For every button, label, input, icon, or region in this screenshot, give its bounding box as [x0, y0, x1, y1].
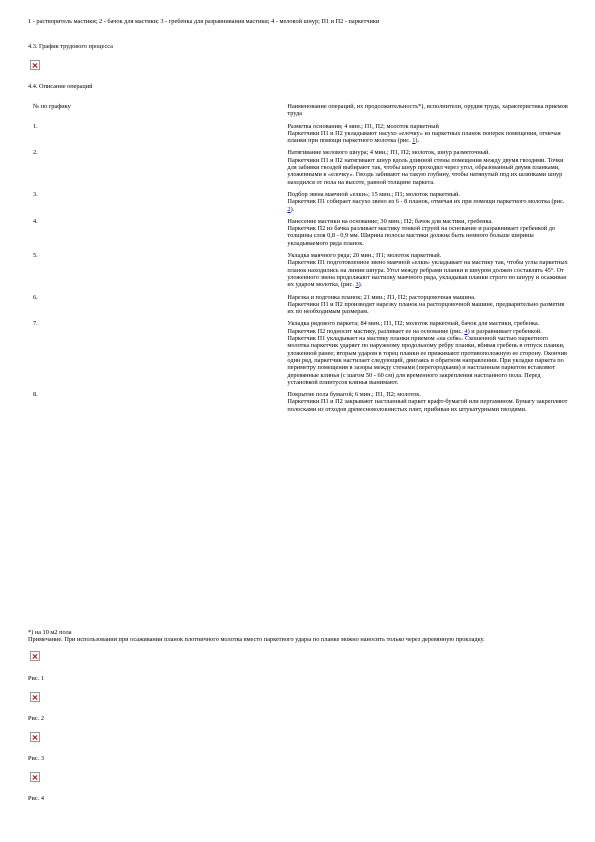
row-number: 4.: [33, 217, 38, 225]
section-heading-operations: 4.4. Описание операций: [28, 83, 93, 90]
operation-text-mid: ) и разравнивает гребенкой.: [467, 327, 542, 335]
operation-text-end: ).: [290, 205, 295, 213]
figure-caption-1: Рис. 1: [28, 675, 44, 682]
footnote: *) на 10 м2 пола: [28, 629, 72, 636]
row-number: 2.: [33, 149, 38, 157]
operation-text: Паркетчики П1 и П2 укладывают насухо «елочку» из паркетных планок поперек помещения, отмечая планки при помощи паркетного молотка (рис.: [287, 129, 561, 145]
table-row: [28, 294, 568, 321]
figure-link-4[interactable]: 4: [464, 327, 468, 335]
row-number: 8.: [33, 391, 38, 399]
operation-text: Паркетчик П1 подготовленное звено маячной «елки» укладывает на мастику так, чтобы углы паркетных планок находились на линии шнура. Угол между ребрами планки и шнуром должен составлять 45°. От уложенного звена продолжают настилку маячного ряда, укладывая планки строго по шнуру и осаживая их ударом молотка, (рис.: [287, 259, 568, 289]
row-number: 6.: [33, 293, 38, 301]
operation-text: Паркетчики П1 и П2 производят нарезку планок на расторцовочной машине, предварительно разметив их по необходимым размерам.: [287, 300, 565, 316]
row-description: [287, 391, 568, 418]
row-number: 5.: [33, 252, 38, 260]
figure-link-1[interactable]: 1: [412, 137, 416, 145]
operation-text-continued: Паркетчик П1 укладывает на мастику планки приемом «на себя». Скошенной частью паркетного молотка паркетчик ударяет по наружному продольному ребру планки, вбивая гребень в отпуск планки, уложенной ранее; вторым ударом в торец планки ее прижимают противоположную ее сторону. Окончив один ряд, паркетчик настилает следующий, двигаясь в обратном направлении. При укладке паркета по периметру помещения в зазоры между стенами (перегородками) и настланным паркетом вставляют деревянные клинья (с шагом 50 - 60 см) для временного закрепления настланного пола. Перед установкой плинтусов клинья вынимают.: [287, 335, 567, 386]
row-description: [287, 252, 568, 293]
figure-caption-3: Рис. 3: [28, 755, 44, 762]
row-number: 3.: [33, 190, 38, 198]
operation-title: Укладка рядового паркета; 84 мин.; П1, П2; молоток паркетный, бачок для мастики, гребенка.: [287, 320, 540, 328]
note-text: Примечание. При использовании при осаживании планок плотничного молотка вместо паркетного удары по планке можно наносить только через деревянную прокладку.: [28, 636, 485, 644]
operation-title: Нарезка и подгонка планок; 21 мин.; П1, П2; расторцовочная машина.: [287, 293, 476, 301]
figure-link-2[interactable]: 2: [287, 205, 291, 213]
table-row: [28, 149, 568, 190]
footnote-block: [28, 629, 568, 644]
table-row: [28, 320, 568, 391]
legend-text: 1 - растворитель мастики; 2 - бачок для мастики; 3 - гребенка для разравнивания мастики; 4 - меловой шнур; П1 и П2 - паркетчики: [28, 18, 380, 25]
figure-caption-2: Рис. 2: [28, 715, 44, 722]
row-number: 1.: [33, 122, 38, 130]
broken-image-icon: [30, 732, 40, 742]
table-row: [28, 123, 568, 150]
row-description: [287, 320, 568, 391]
operation-text: Паркетчик П2 подносит мастику, разливает ее на основание (рис.: [287, 327, 465, 335]
table-row: [28, 391, 568, 418]
figure-link-3[interactable]: 3: [355, 281, 359, 289]
row-description: [287, 149, 568, 190]
table-header-row: [28, 103, 568, 123]
row-description: [287, 191, 568, 218]
row-description: [287, 218, 568, 252]
broken-image-icon: [30, 651, 40, 661]
operation-text: Паркетчики П1 и П2 натягивают шнур вдоль длинной стены помещения между двумя гвоздями. Точки для забивки гвоздей выбирают так, чтобы шнур проходил через угол, образованный двумя планками, уложенными в «елочку». Гвоздь забивают на такую глубину, чтобы натянутый под их шляпками шнур находился от пола на высоте, равной толщине паркета.: [287, 156, 564, 186]
row-description: [287, 123, 568, 150]
operation-text: Паркетчики П1 и П2 закрывают настланный паркет крафт-бумагой или пергамином. Бумагу закрепляют полосками из отходов древесноволокнистых плит, прибивая их штукатурными гвоздями.: [287, 398, 568, 413]
operation-text-end: ).: [358, 281, 363, 289]
column-header-number: № по графику: [33, 103, 71, 110]
section-heading-schedule: 4.3. График трудового процесса: [28, 43, 113, 50]
row-description: [287, 294, 568, 321]
column-header-description: Наименование операций, их продолжительность*), исполнители, орудия труда, характеристика приемов труда: [287, 103, 568, 118]
operations-table: [28, 103, 568, 418]
broken-image-icon: [30, 60, 40, 70]
table-row: [28, 218, 568, 252]
operation-title: Покрытие пола бумагой; 6 мин.; П1, П2; молоток.: [287, 391, 421, 399]
operation-title: Натягивание мелового шнура; 4 мин.; П1, П2; молоток, шнур разметочный.: [287, 149, 490, 157]
operation-title: Подбор звена маячной «елки»; 15 мин.; П1; молоток паркетный.: [287, 190, 460, 198]
figure-caption-4: Рис. 4: [28, 795, 44, 802]
operation-title: Нанесение мастики на основание; 30 мин.; П2; бачок для мастики, гребенка.: [287, 217, 493, 225]
table-row: [28, 191, 568, 218]
broken-image-icon: [30, 772, 40, 782]
operation-title: Разметка основания; 4 мин.; П1, П2; молоток паркетный: [287, 122, 439, 130]
table-row: [28, 252, 568, 293]
operation-text-end: ).: [415, 137, 420, 145]
broken-image-icon: [30, 692, 40, 702]
operation-title: Укладка маячного ряда; 20 мин.; П1; молоток паркетный.: [287, 252, 442, 260]
operation-text: Паркетчик П1 собирает насухо звено из 6 - 8 планок, отмечая их при помощи паркетного молотка (рис.: [287, 198, 565, 206]
operation-text: Паркетчик П2 из бачка разливает мастику тонкой струей на основание и разравнивает гребенкой до толщины слоя 0,8 - 0,9 мм. Ширина полосы мастики должна быть немного больше ширины укладываемого ряда планок.: [287, 225, 556, 247]
row-number: 7.: [33, 320, 38, 328]
